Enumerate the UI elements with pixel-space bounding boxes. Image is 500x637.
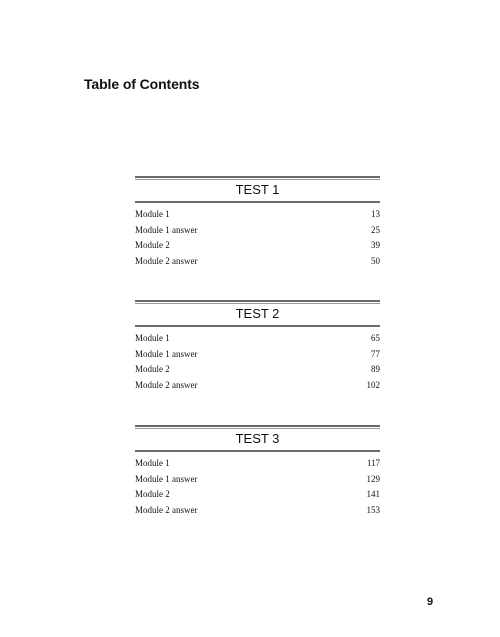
toc-entry-page: 129 (366, 473, 380, 484)
toc-entry[interactable] (135, 364, 380, 380)
toc-entry-list (135, 209, 380, 271)
toc-entry[interactable] (135, 333, 380, 349)
toc-entry[interactable] (135, 209, 380, 225)
toc-entry[interactable] (135, 349, 380, 365)
toc-entry-page: 89 (371, 364, 380, 374)
toc-entry-page: 117 (366, 458, 380, 468)
toc-entry-page: 141 (366, 489, 380, 499)
section-title: TEST 2 (235, 306, 280, 321)
toc-entry[interactable] (135, 505, 380, 521)
toc-entry-page: 65 (371, 333, 380, 343)
toc-entry-page: 50 (371, 255, 380, 266)
toc-entry-page: 13 (371, 209, 380, 219)
page-title: Table of Contents (84, 76, 200, 92)
toc-entry-label: Module 2 (135, 240, 170, 250)
toc-entry-label: Module 1 (135, 333, 170, 343)
toc-entry-label: Module 1 answer (135, 473, 198, 484)
toc-entry[interactable] (135, 256, 380, 272)
toc-entry-label: Module 2 (135, 364, 170, 374)
toc-entry[interactable] (135, 474, 380, 490)
toc-entry[interactable] (135, 240, 380, 256)
toc-entry-label: Module 1 (135, 458, 170, 468)
toc-entry-label: Module 2 answer (135, 255, 198, 266)
toc-entry-list (135, 458, 380, 520)
section-header (135, 176, 380, 203)
toc-entry-page: 77 (371, 348, 380, 359)
toc-entry-label: Module 1 answer (135, 348, 198, 359)
section-title: TEST 1 (235, 182, 280, 197)
toc-entry[interactable] (135, 489, 380, 505)
toc-entry-label: Module 2 (135, 489, 170, 499)
section-header (135, 300, 380, 327)
toc-entry-page: 153 (366, 504, 380, 515)
section-header (135, 425, 380, 452)
toc-section-test-2 (135, 300, 380, 395)
toc-entry-list (135, 333, 380, 395)
toc-entry-label: Module 2 answer (135, 504, 198, 515)
toc-entry-label: Module 1 (135, 209, 170, 219)
toc-entry-label: Module 2 answer (135, 379, 198, 390)
toc-entry[interactable] (135, 458, 380, 474)
toc-entry-page: 39 (371, 240, 380, 250)
toc-entry-page: 25 (371, 224, 380, 235)
page-number: 9 (427, 596, 434, 608)
toc-entry-page: 102 (366, 379, 380, 390)
toc-entry[interactable] (135, 380, 380, 396)
toc-section-test-1 (135, 176, 380, 271)
toc-section-test-3 (135, 425, 380, 520)
toc-entry[interactable] (135, 225, 380, 241)
section-title: TEST 3 (235, 431, 280, 446)
toc-entry-label: Module 1 answer (135, 224, 198, 235)
